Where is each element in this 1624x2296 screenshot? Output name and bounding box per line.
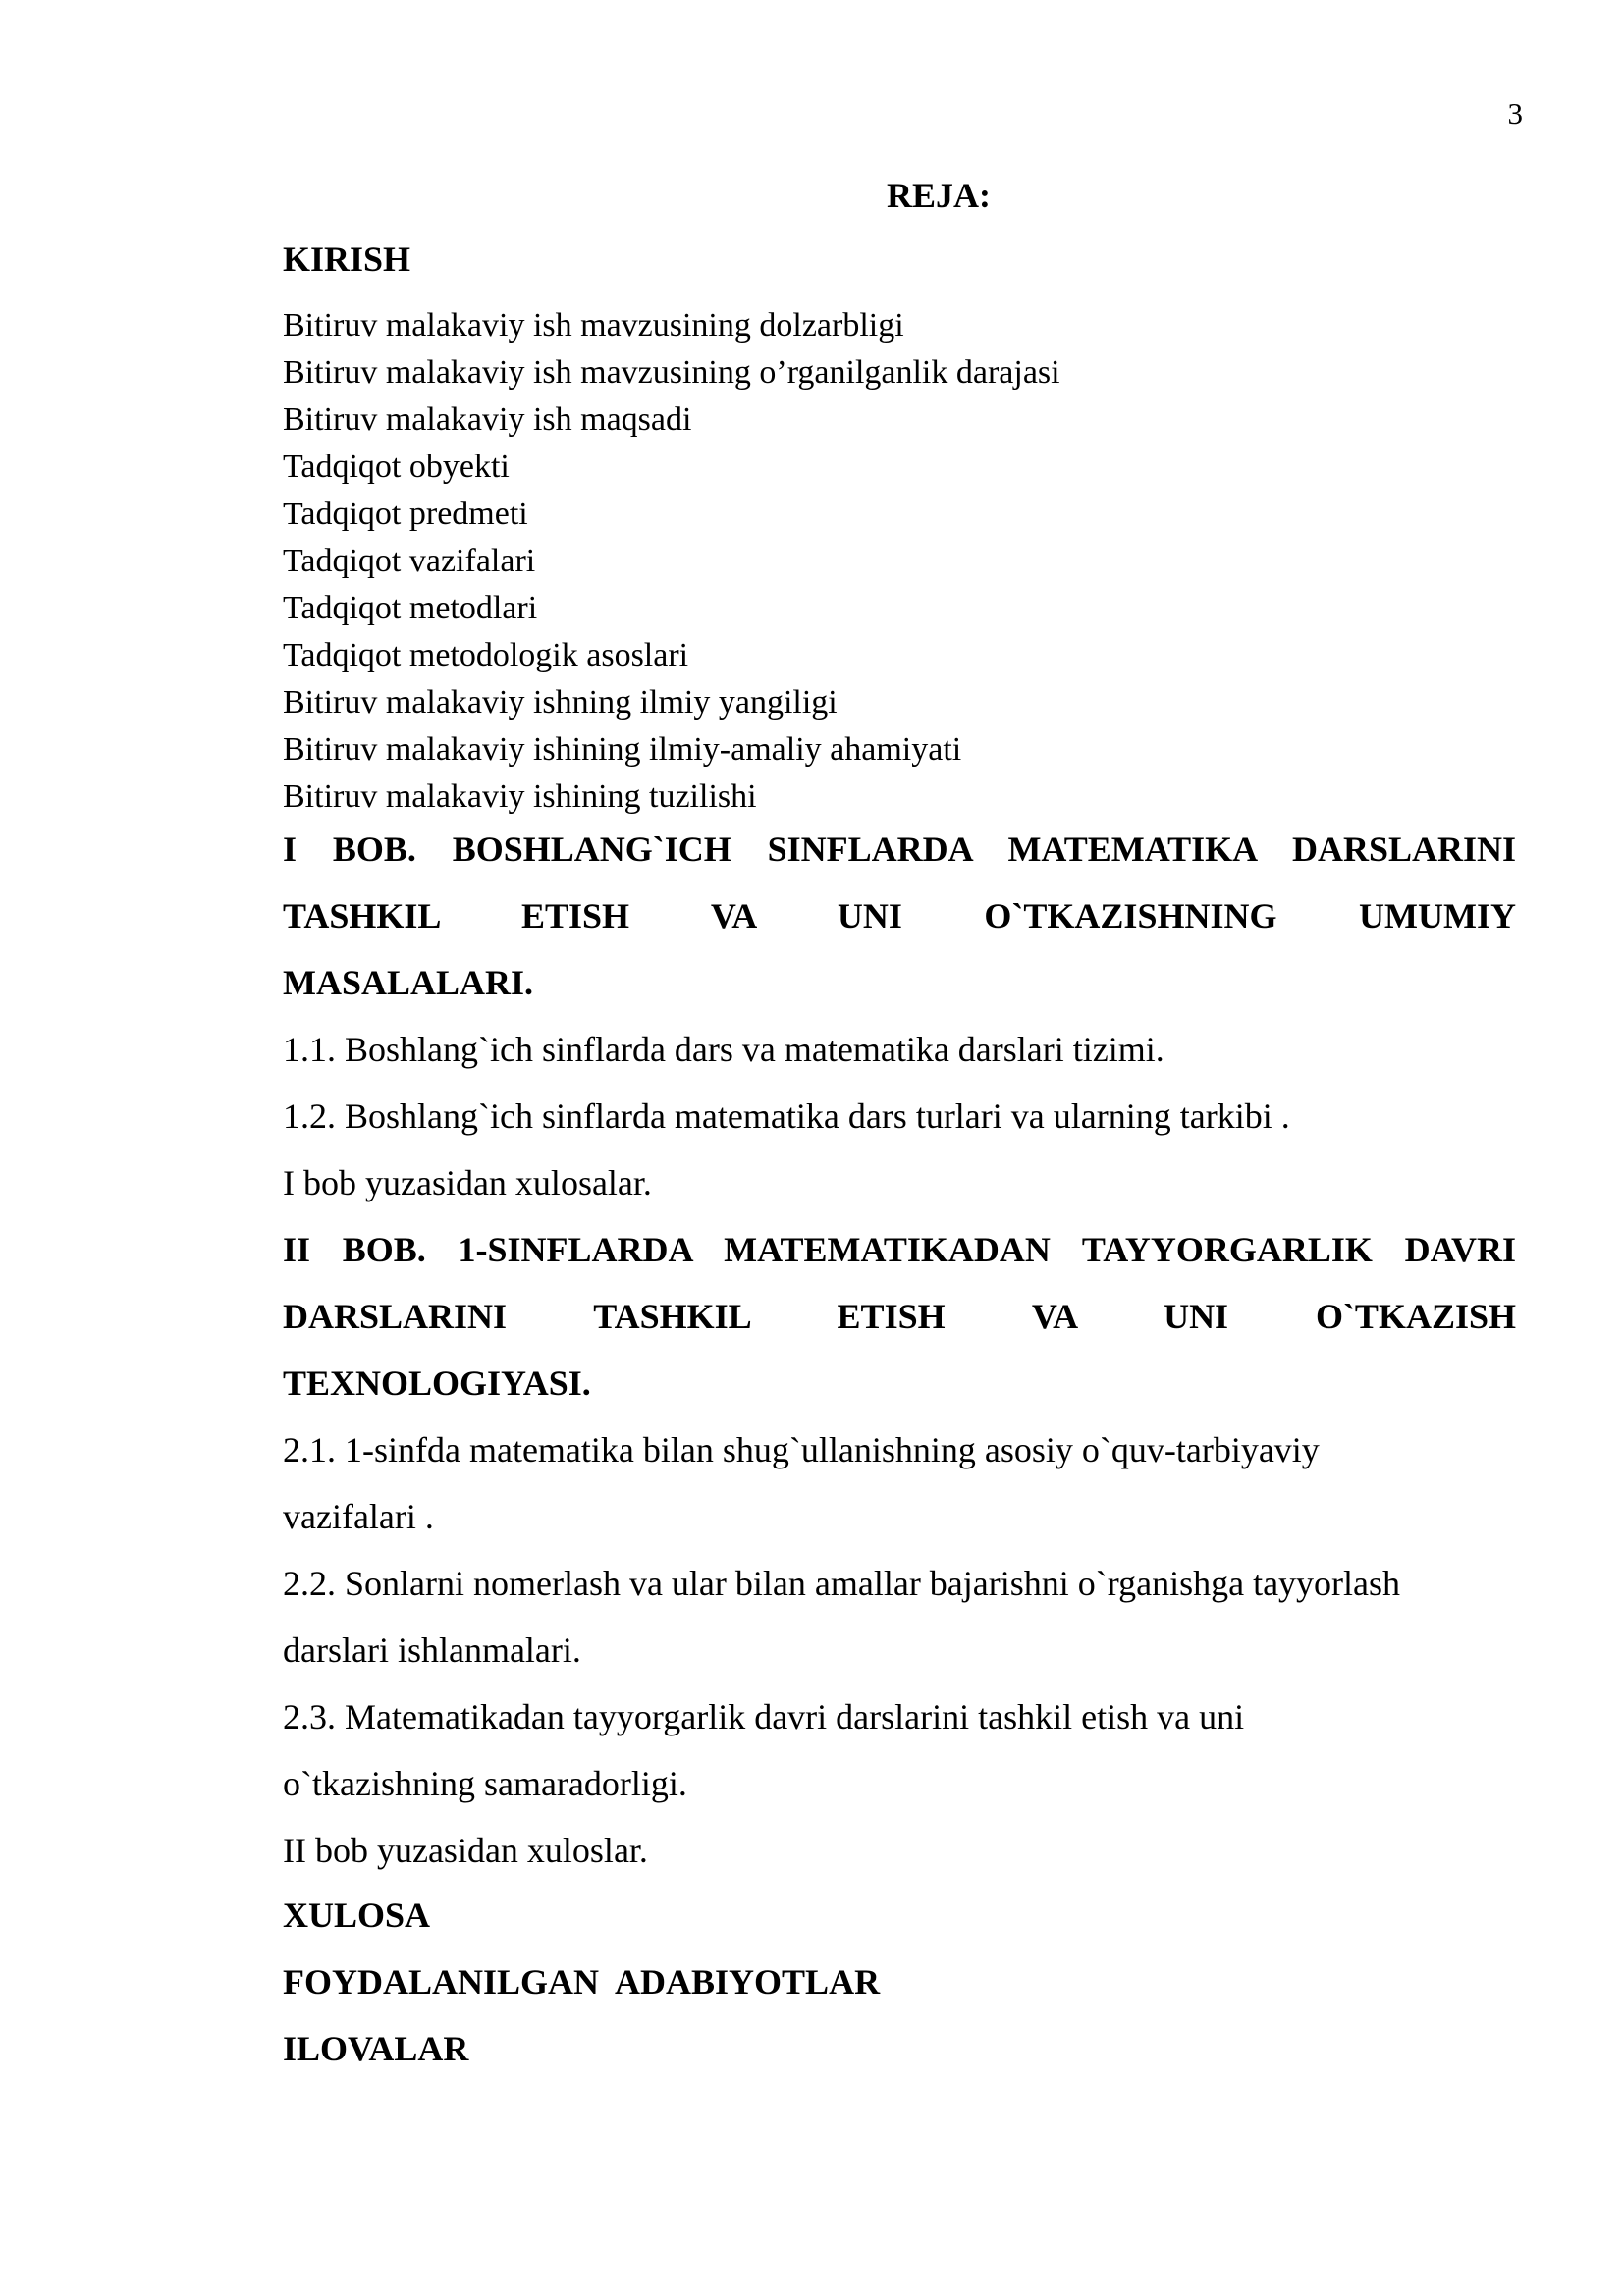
list-item: Bitiruv malakaviy ishning ilmiy yangiligi xyxy=(283,684,838,721)
chapter-2-entry: 2.1. 1-sinfda matematika bilan shug`ullanishning asosiy o`quv-tarbiyaviy xyxy=(283,1430,1320,1469)
chapter-1-entry: I bob yuzasidan xulosalar. xyxy=(283,1163,652,1202)
chapter-1 xyxy=(283,816,1516,1216)
list-item: Tadqiqot obyekti xyxy=(283,449,510,485)
list-item: Bitiruv malakaviy ish maqsadi xyxy=(283,401,692,438)
chapter-2-title-line: II BOB. 1-SINFLARDA MATEMATIKADAN TAYYORGARLIK DAVRI xyxy=(283,1230,1516,1269)
page-number: 3 xyxy=(1507,96,1523,131)
list-item: Tadqiqot vazifalari xyxy=(283,543,536,579)
conclusion-heading: XULOSA xyxy=(283,1896,431,1935)
chapter-2-entry: II bob yuzasidan xuloslar. xyxy=(283,1831,648,1870)
chapter-1-title-line: TASHKIL ETISH VA UNI O`TKAZISHNING UMUMIY xyxy=(283,896,1516,935)
intro-list xyxy=(283,302,1060,821)
chapter-2-title-line: DARSLARINI TASHKIL ETISH VA UNI O`TKAZISH xyxy=(283,1297,1516,1336)
chapter-1-entry: 1.2. Boshlang`ich sinflarda matematika dars turlari va ularning tarkibi . xyxy=(283,1096,1290,1136)
list-item: Tadqiqot metodologik asoslari xyxy=(283,637,689,673)
chapter-1-title xyxy=(283,816,1516,1016)
chapter-1-title-line: I BOB. BOSHLANG`ICH SINFLARDA MATEMATIKA DARSLARINI xyxy=(283,829,1516,869)
list-item: Bitiruv malakaviy ish mavzusining o’rganilganlik darajasi xyxy=(283,354,1060,391)
references-heading: FOYDALANILGAN ADABIYOTLAR xyxy=(283,1962,881,2002)
list-item: Tadqiqot metodlari xyxy=(283,590,538,626)
chapter-2-title xyxy=(283,1216,1516,1416)
chapter-2-title-line: TEXNOLOGIYASI. xyxy=(283,1363,591,1403)
chapter-2 xyxy=(283,1216,1516,1884)
list-item: Tadqiqot predmeti xyxy=(283,496,528,532)
appendices-heading: ILOVALAR xyxy=(283,2029,469,2068)
list-item: Bitiruv malakaviy ishining ilmiy-amaliy ahamiyati xyxy=(283,731,962,768)
chapter-2-entry: darslari ishlanmalari. xyxy=(283,1630,581,1670)
chapter-2-entry: vazifalari . xyxy=(283,1497,434,1536)
plan-title: REJA: xyxy=(887,176,991,215)
list-item: Bitiruv malakaviy ish mavzusining dolzarbligi xyxy=(283,307,904,344)
chapter-1-title-line: MASALALARI. xyxy=(283,963,534,1002)
chapter-2-entry: 2.3. Matematikadan tayyorgarlik davri darslarini tashkil etish va uni xyxy=(283,1697,1245,1736)
list-item: Bitiruv malakaviy ishining tuzilishi xyxy=(283,778,757,815)
intro-heading: KIRISH xyxy=(283,240,411,279)
chapter-1-entry: 1.1. Boshlang`ich sinflarda dars va matematika darslari tizimi. xyxy=(283,1030,1164,1069)
chapter-2-entry: o`tkazishning samaradorligi. xyxy=(283,1764,687,1803)
chapter-2-entry: 2.2. Sonlarni nomerlash va ular bilan amallar bajarishni o`rganishga tayyorlash xyxy=(283,1564,1401,1603)
